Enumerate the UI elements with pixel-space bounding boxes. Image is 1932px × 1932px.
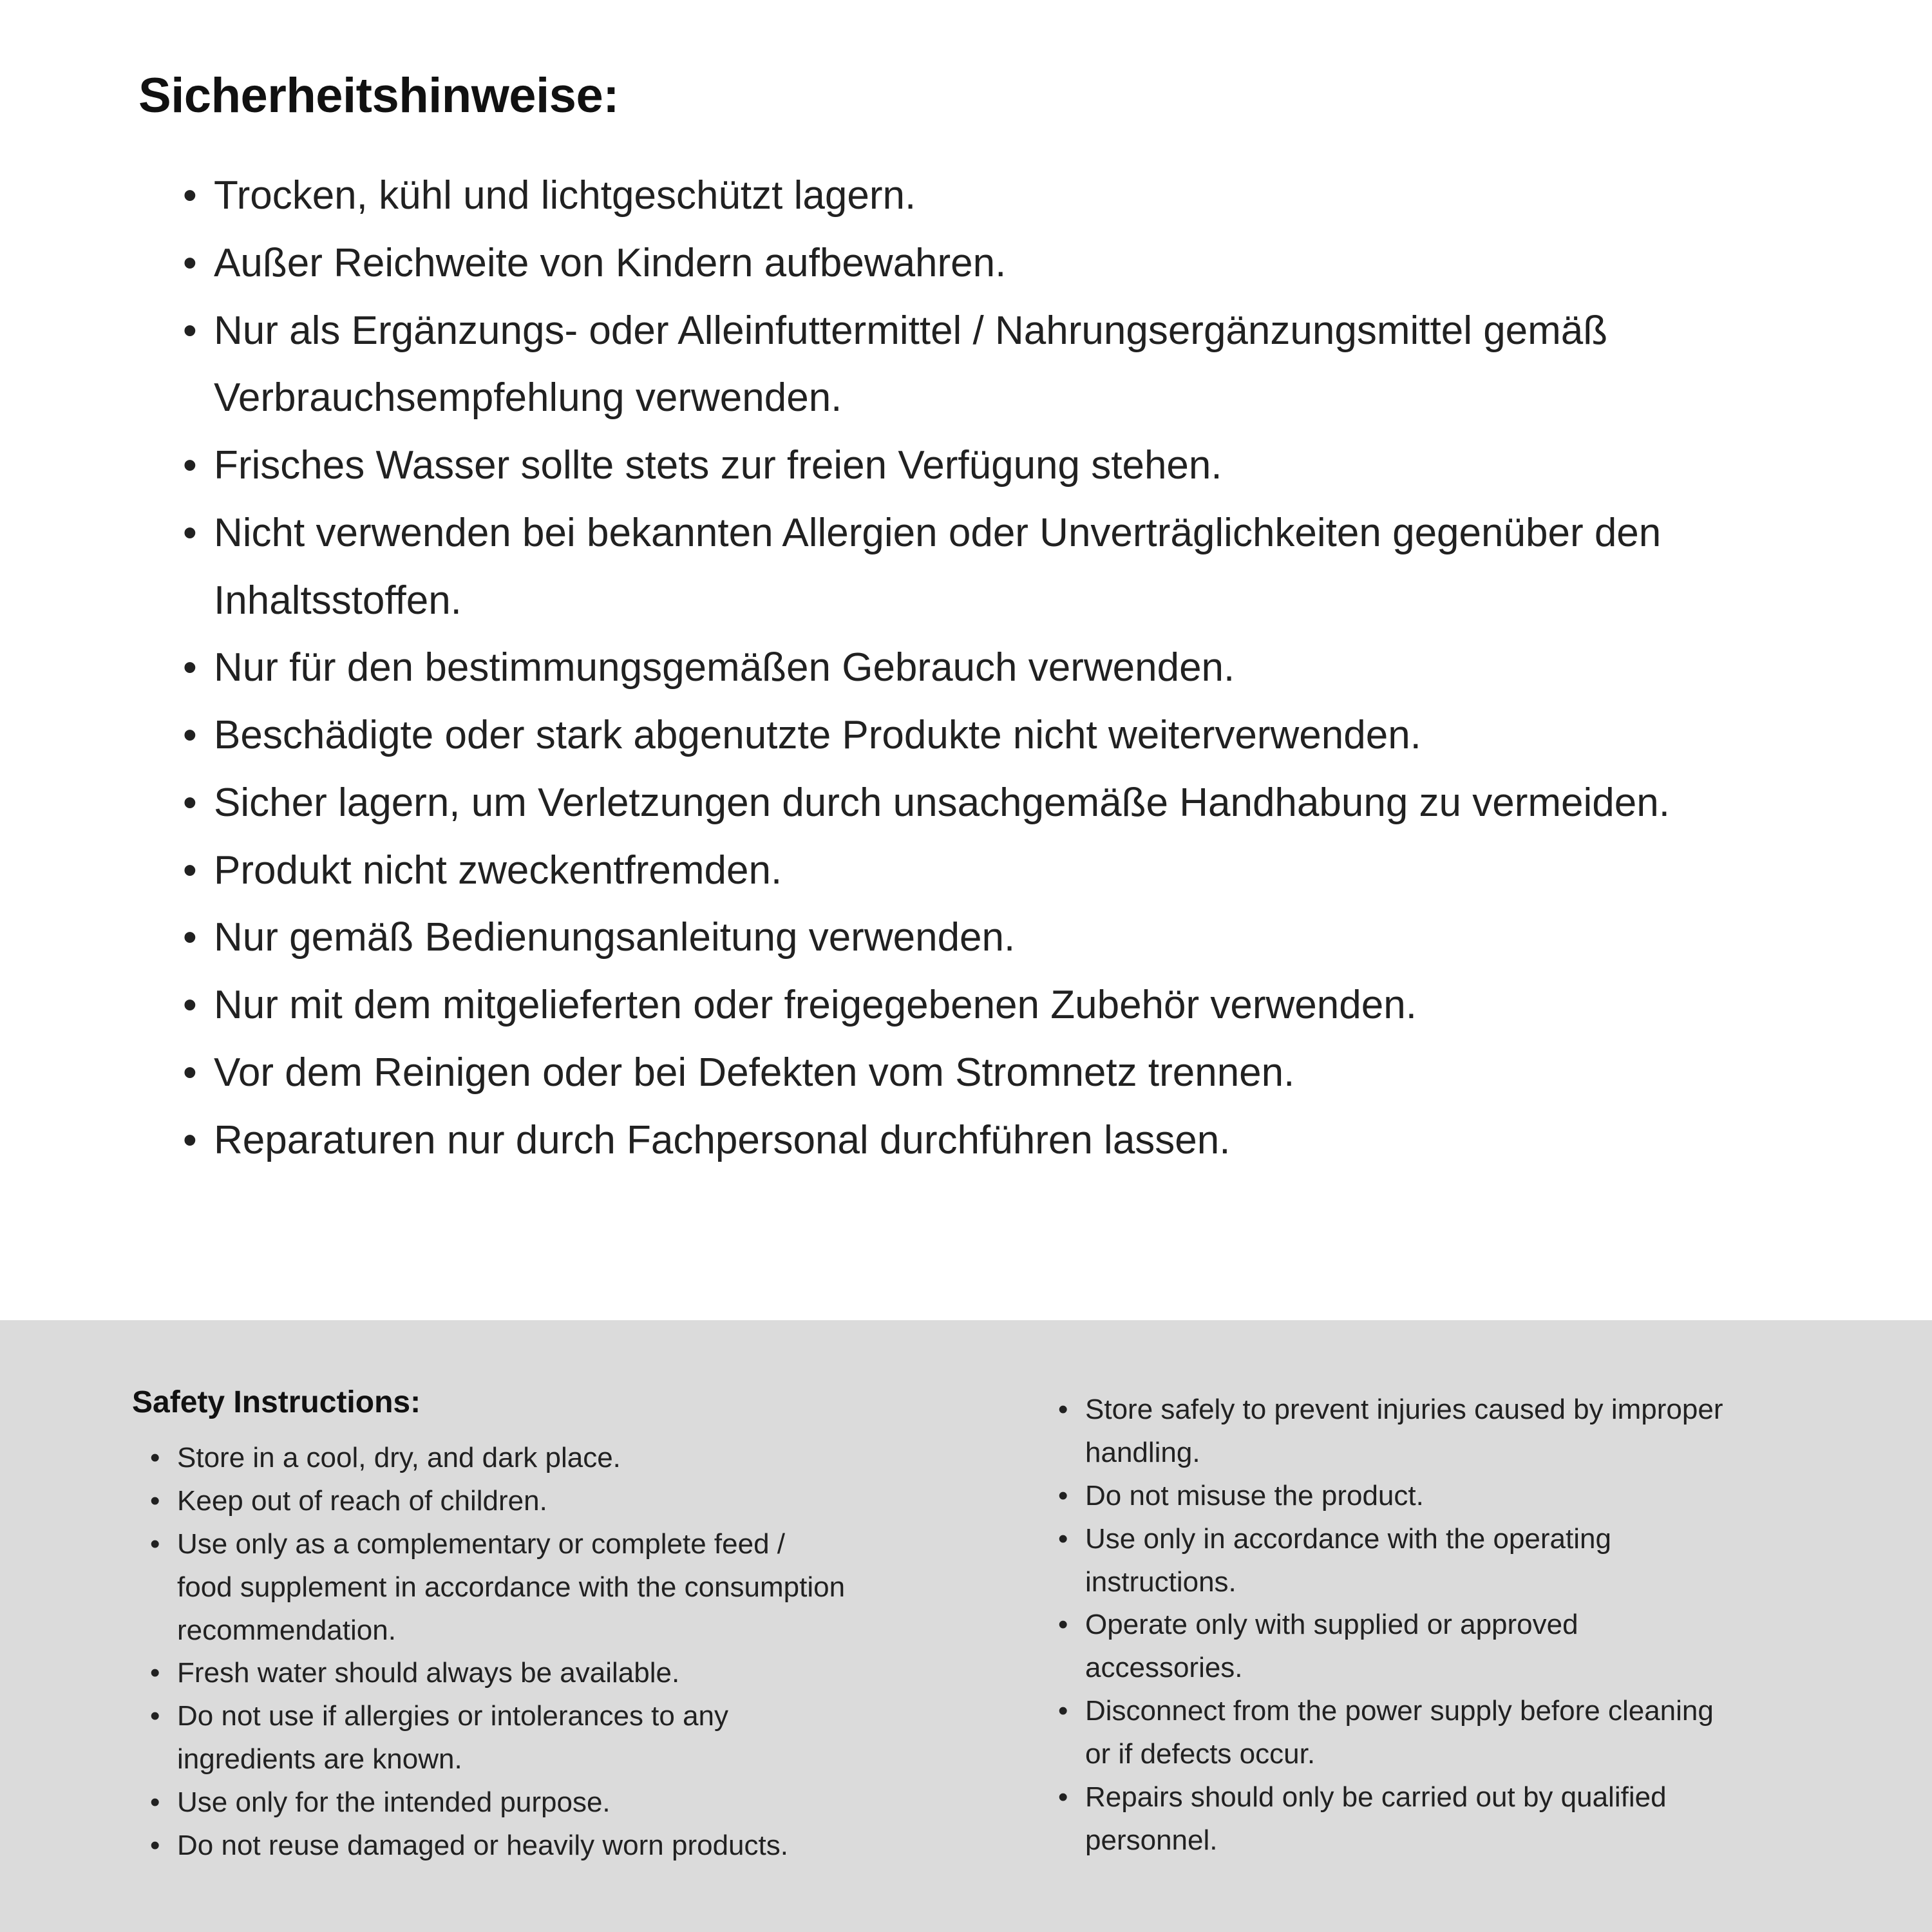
english-safety-list-item: • Store in a cool, dry, and dark place. [146,1437,847,1480]
english-safety-list-item: • Use only for the intended purpose. [146,1781,847,1824]
german-safety-list-item: • Nicht verwenden bei bekannten Allergien oder Unverträglichkeiten gegenüber den Inhaltsstoffen. [180,500,1694,635]
english-safety-list-left [146,1437,847,1868]
english-safety-list-item: • Operate only with supplied or approved accessories. [1054,1604,1736,1690]
german-safety-list-item: • Reparaturen nur durch Fachpersonal durchführen lassen. [180,1107,1694,1175]
german-safety-list-item: • Produkt nicht zweckentfremden. [180,837,1694,905]
german-safety-list [180,162,1694,1174]
english-safety-list-item: • Disconnect from the power supply before cleaning or if defects occur. [1054,1690,1736,1776]
english-right-column [1040,1385,1736,1862]
english-safety-list-item: • Use only as a complementary or complete feed / food supplement in accordance with the consumption recommendation. [146,1523,847,1653]
german-safety-list-item: • Nur gemäß Bedienungsanleitung verwenden. [180,904,1694,972]
english-safety-list-item: • Fresh water should always be available. [146,1652,847,1695]
german-safety-list-item: • Frisches Wasser sollte stets zur freien Verfügung stehen. [180,432,1694,500]
german-safety-list-item: • Nur mit dem mitgelieferten oder freigegebenen Zubehör verwenden. [180,972,1694,1039]
english-safety-list-item: • Keep out of reach of children. [146,1480,847,1523]
english-safety-list-item: • Store safely to prevent injuries caused by improper handling. [1054,1388,1736,1475]
german-safety-list-item: • Außer Reichweite von Kindern aufbewahren. [180,230,1694,298]
english-safety-list-right [1054,1388,1736,1862]
english-safety-list-item: • Use only in accordance with the operating instructions. [1054,1518,1736,1604]
english-left-column [132,1385,847,1868]
english-section-title: Safety Instructions: [132,1385,421,1419]
english-safety-list-item: • Repairs should only be carried out by qualified personnel. [1054,1776,1736,1862]
german-safety-list-item: • Beschädigte oder stark abgenutzte Produkte nicht weiterverwenden. [180,702,1694,770]
german-safety-list-item: • Nur für den bestimmungsgemäßen Gebrauch verwenden. [180,634,1694,702]
english-safety-list-item: • Do not misuse the product. [1054,1475,1736,1518]
german-safety-list-item: • Vor dem Reinigen oder bei Defekten vom Stromnetz trennen. [180,1039,1694,1107]
german-safety-list-item: • Trocken, kühl und lichtgeschützt lagern. [180,162,1694,230]
english-safety-list-item: • Do not use if allergies or intolerances to any ingredients are known. [146,1695,847,1781]
english-safety-section [0,1320,1932,1932]
german-section-title: Sicherheitshinweise: [138,68,620,123]
german-safety-list-item: • Nur als Ergänzungs- oder Alleinfuttermittel / Nahrungsergänzungsmittel gemäß Verbrauchsempfehlung verwenden. [180,298,1694,433]
english-safety-list-item: • Do not reuse damaged or heavily worn products. [146,1824,847,1868]
german-safety-list-item: • Sicher lagern, um Verletzungen durch unsachgemäße Handhabung zu vermeiden. [180,770,1694,837]
